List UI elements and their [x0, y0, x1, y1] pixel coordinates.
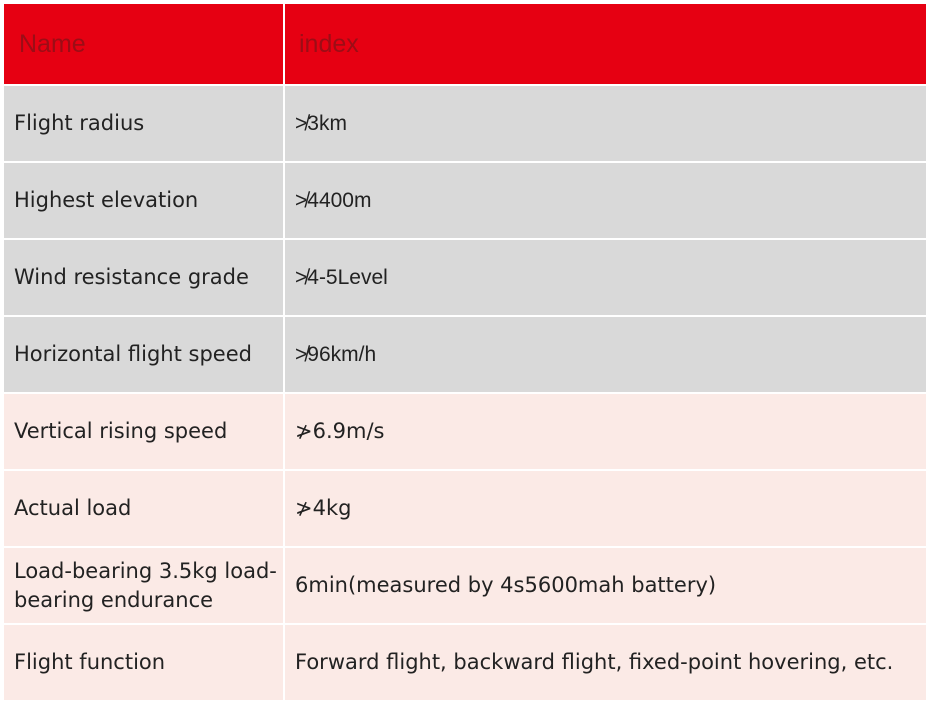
row-name: Flight radius — [3, 85, 284, 162]
table-row — [3, 393, 927, 470]
row-name: Flight function — [3, 624, 284, 701]
row-value: ≯96km/h — [284, 316, 927, 393]
row-name: Wind resistance grade — [3, 239, 284, 316]
row-value: ≯3km — [284, 85, 927, 162]
row-value: 6min(measured by 4s5600mah battery) — [284, 547, 927, 624]
spec-table — [2, 2, 928, 702]
table-row — [3, 162, 927, 239]
row-name: Load-bearing 3.5kg load-bearing endurance — [3, 547, 284, 624]
table-row — [3, 239, 927, 316]
table-row — [3, 316, 927, 393]
table-row — [3, 624, 927, 701]
row-name: Highest elevation — [3, 162, 284, 239]
row-name: Horizontal flight speed — [3, 316, 284, 393]
header-index: index — [284, 3, 927, 85]
table-row — [3, 470, 927, 547]
row-value: ≯4-5Level — [284, 239, 927, 316]
header-row — [3, 3, 927, 85]
table-row — [3, 547, 927, 624]
row-value: ≯4kg — [284, 470, 927, 547]
row-value: ≯6.9m/s — [284, 393, 927, 470]
row-value: Forward flight, backward flight, fixed-point hovering, etc. — [284, 624, 927, 701]
header-name: Name — [3, 3, 284, 85]
table-row — [3, 85, 927, 162]
row-name: Actual load — [3, 470, 284, 547]
row-name: Vertical rising speed — [3, 393, 284, 470]
row-value: ≯4400m — [284, 162, 927, 239]
